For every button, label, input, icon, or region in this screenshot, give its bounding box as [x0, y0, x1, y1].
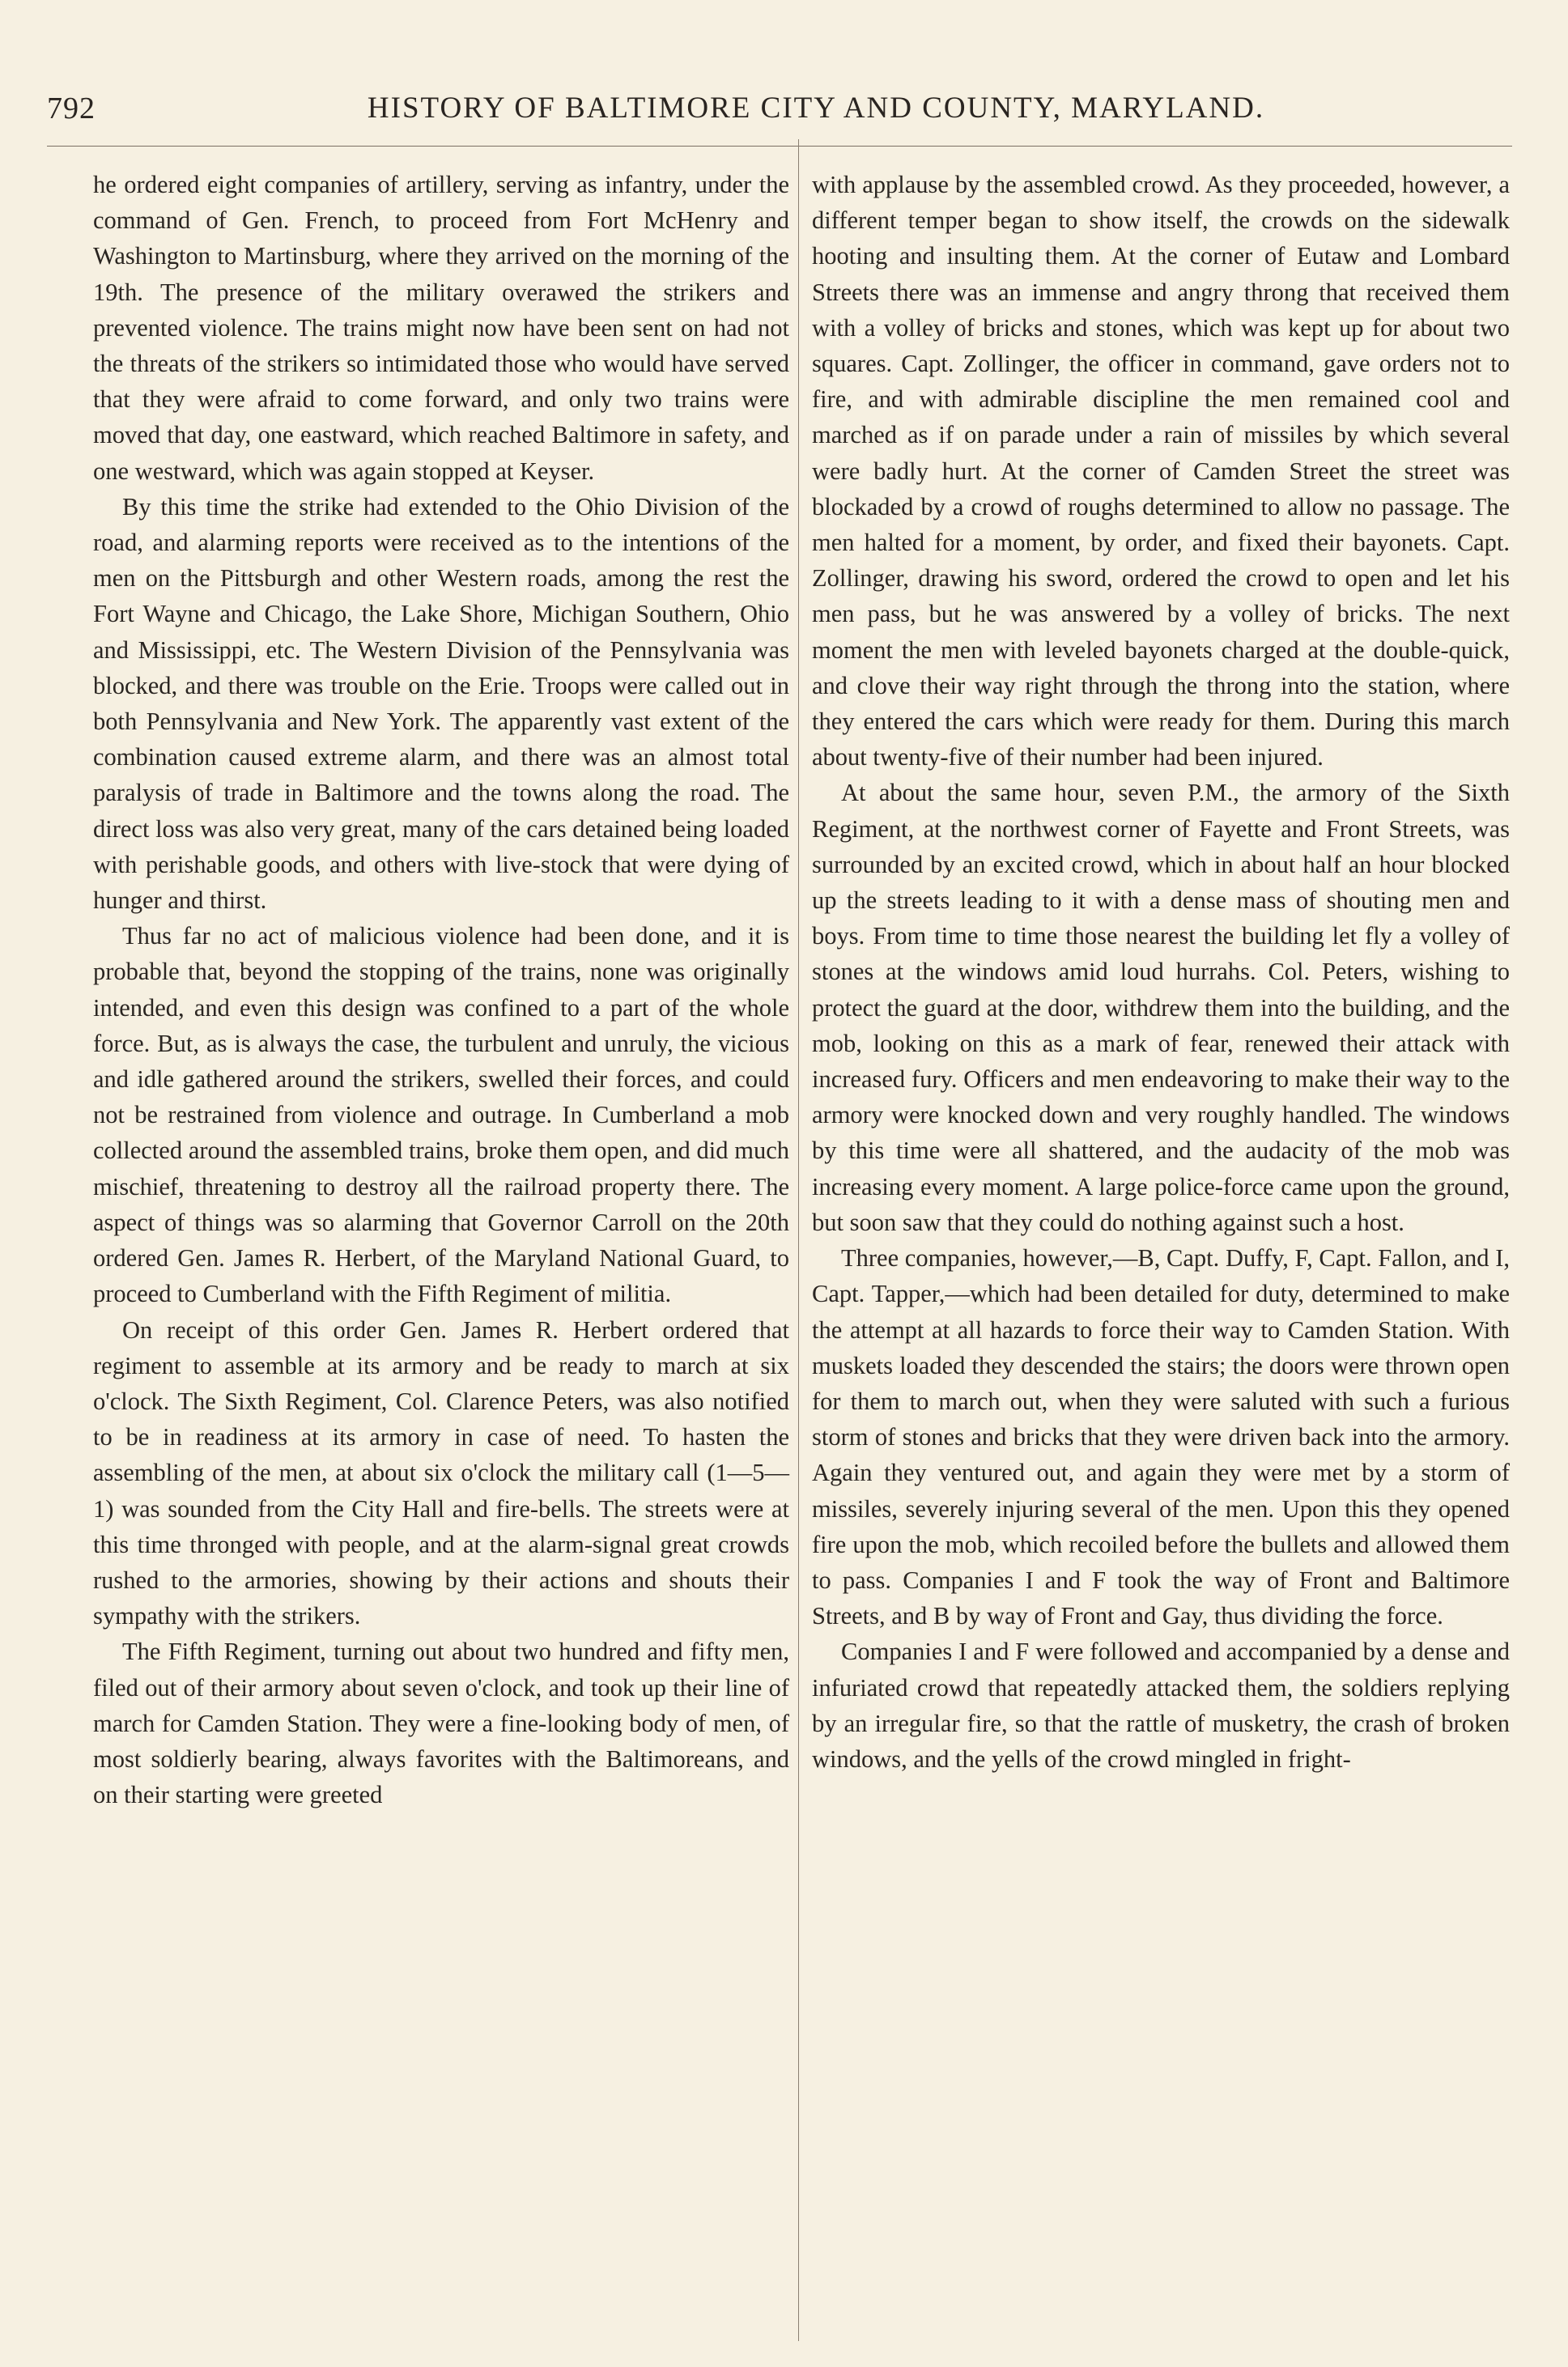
paragraph: The Fifth Regiment, turning out about two hundred and fifty men, filed out of their armory about seven o'clock, and took up their line of march for Camden Station. They were a fine-looking body of men, of most soldierly bearing, always favorites with the Baltimoreans, and on their starting were greeted	[93, 1638, 789, 1809]
header-rule	[47, 146, 1512, 147]
paragraph: By this time the strike had extended to the Ohio Division of the road, and alarming reports were received as to the intentions of the men on the Pittsburgh and other Western roads, among the rest the Fort Wayne and Chicago, the Lake Shore, Michigan Southern, Ohio and Mississippi, etc. The Western Division of the Pennsylvania was blocked, and there was trouble on the Erie. Troops were called out in both Pennsylvania and New York. The apparently vast extent of the combination caused extreme alarm, and there was an almost total paralysis of trade in Baltimore and the towns along the road. The direct loss was also very great, many of the cars detained being loaded with perishable goods, and others with live-stock that were dying of hunger and thirst.	[93, 492, 789, 915]
paragraph: Thus far no act of malicious violence had been done, and it is probable that, beyond the stopping of the trains, none was originally intended, and even this design was confined to a part of the whole force. But, as is always the case, the turbulent and unruly, the vicious and idle gathered around the strikers, swelled their forces, and could not be restrained from violence and outrage. In Cumberland a mob collected around the assembled trains, broke them open, and did much mischief, threatening to destroy all the railroad property there. The aspect of things was so alarming that Governor Carroll on the 20th ordered Gen. James R. Herbert, of the Maryland National Guard, to proceed to Cumberland with the Fifth Regiment of militia.	[93, 922, 789, 1308]
paragraph: Three companies, however,—B, Capt. Duffy, F, Capt. Fallon, and I, Capt. Tapper,—which had been detailed for duty, determined to make the attempt at all hazards to force their way to Camden Station. With muskets loaded they descended the stairs; the doors were thrown open for them to march out, when they were saluted with such a furious storm of stones and bricks that they were driven back into the armory. Again they ventured out, and again they were met by a storm of missiles, severely injuring several of the men. Upon this they opened fire upon the mob, which recoiled before the bullets and allowed them to pass. Companies I and F took the way of Front and Baltimore Streets, and B by way of Front and Gay, thus dividing the force.	[812, 1244, 1510, 1630]
left-column	[93, 167, 789, 1812]
paragraph: he ordered eight companies of artillery, serving as infantry, under the command of Gen. French, to proceed from Fort McHenry and Washington to Martinsburg, where they arrived on the morning of the 19th. The presence of the military overawed the strikers and prevented violence. The trains might now have been sent on had not the threats of the strikers so intimidated those who would have served that they were afraid to come forward, and only two trains were moved that day, one eastward, which reached Baltimore in safety, and one westward, which was again stopped at Keyser.	[93, 171, 789, 485]
running-title: HISTORY OF BALTIMORE CITY AND COUNTY, MARYLAND.	[367, 91, 1265, 125]
paragraph: On receipt of this order Gen. James R. Herbert ordered that regiment to assemble at its armory and be ready to march at six o'clock. The Sixth Regiment, Col. Clarence Peters, was also notified to be in readiness at its armory in case of need. To hasten the assembling of the men, at about six o'clock the military call (1—5—1) was sounded from the City Hall and fire-bells. The streets were at this time thronged with people, and at the alarm-signal great crowds rushed to the armories, showing by their actions and shouts their sympathy with the strikers.	[93, 1315, 789, 1630]
column-divider	[798, 139, 799, 2341]
page-number: 792	[47, 91, 96, 125]
running-head	[47, 84, 1512, 133]
paragraph: At about the same hour, seven P.M., the armory of the Sixth Regiment, at the northwest corner of Fayette and Front Streets, was surrounded by an excited crowd, which in about half an hour blocked up the streets leading to it with a dense mass of shouting men and boys. From time to time those nearest the building let fly a volley of stones at the windows amid loud hurrahs. Col. Peters, wishing to protect the guard at the door, withdrew them into the building, and the mob, looking on this as a mark of fear, renewed their attack with increased fury. Officers and men endeavoring to make their way to the armory were knocked down and very roughly handled. The windows by this time were all shattered, and the audacity of the mob was increasing every moment. A large police-force came upon the ground, but soon saw that they could do nothing against such a host.	[812, 779, 1510, 1236]
right-column	[812, 167, 1510, 1777]
paragraph: with applause by the assembled crowd. As they proceeded, however, a different temper began to show itself, the crowds on the sidewalk hooting and insulting them. At the corner of Eutaw and Lombard Streets there was an immense and angry throng that received them with a volley of bricks and stones, which was kept up for about two squares. Capt. Zollinger, the officer in command, gave orders not to fire, and with admirable discipline the men remained cool and marched as if on parade under a rain of missiles by which several were badly hurt. At the corner of Camden Street the street was blockaded by a crowd of roughs determined to allow no passage. The men halted for a moment, by order, and fixed their bayonets. Capt. Zollinger, drawing his sword, ordered the crowd to open and let his men pass, but he was answered by a volley of bricks. The next moment the men with leveled bayonets charged at the double-quick, and clove their way right through the throng into the station, where they entered the cars which were ready for them. During this march about twenty-five of their number had been injured.	[812, 171, 1510, 771]
paragraph: Companies I and F were followed and accompanied by a dense and infuriated crowd that repeatedly attacked them, the soldiers replying by an irregular fire, so that the rattle of musketry, the crash of broken windows, and the yells of the crowd mingled in fright-	[812, 1638, 1510, 1773]
